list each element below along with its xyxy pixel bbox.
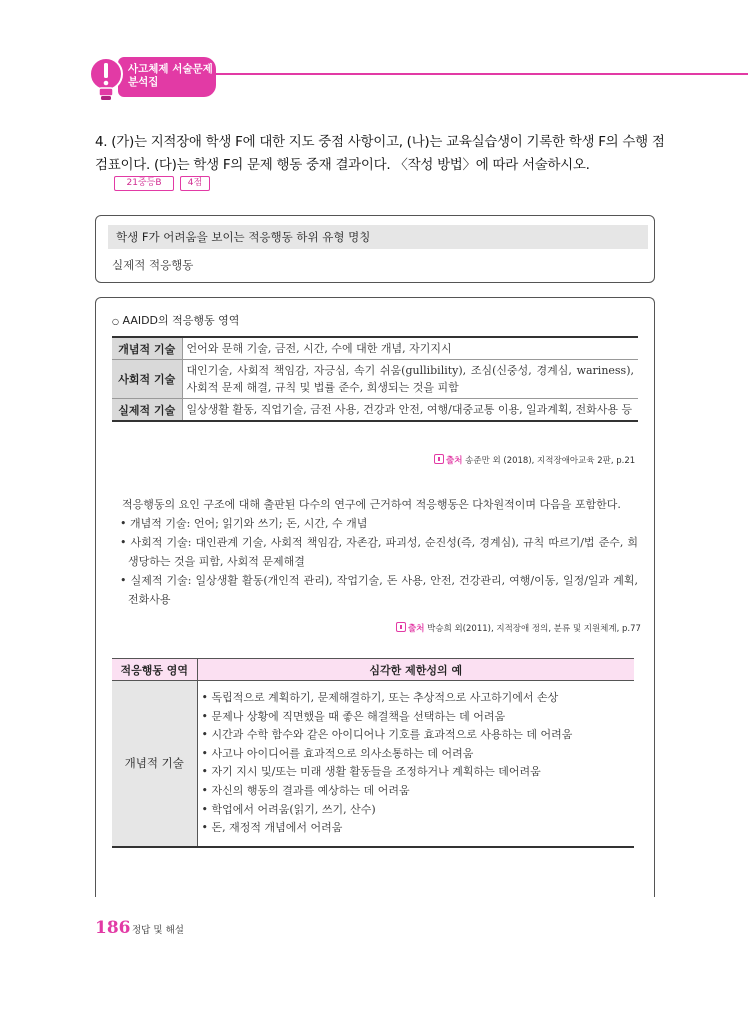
row-content: 대인기술, 사회적 책임감, 자긍심, 속기 쉬움(gullibility), 조심(신중성, 경계심, wariness), 사회적 문제 해결, 규칙 및 법률 준수, 희생되는 것을 피함 <box>182 360 638 399</box>
list-item: • 학업에서 어려움(읽기, 쓰기, 산수) <box>202 801 631 820</box>
badge-line-2: 분석집 <box>128 76 159 88</box>
limits-list-cell <box>197 681 634 847</box>
list-item: • 돈, 재정적 개념에서 어려움 <box>202 819 631 838</box>
question-text <box>95 131 665 177</box>
row-content: 일상생활 활동, 직업기술, 금전 사용, 건강과 안전, 여행/대중교통 이용, 일과계획, 전화사용 등 <box>182 399 638 422</box>
limits-list <box>202 689 631 838</box>
source-icon <box>434 454 444 464</box>
exam-year-tag: 21중등B <box>114 176 174 191</box>
list-item: • 개념적 기술: 언어; 읽기와 쓰기; 돈, 시간, 수 개념 <box>112 514 638 533</box>
row-label: 사회적 기술 <box>112 360 182 399</box>
explanation-paragraph <box>112 495 638 609</box>
list-item: • 시간과 수학 함수와 같은 아이디어나 기호를 효과적으로 사용하는 데 어려움 <box>202 726 631 745</box>
aaidd-heading-text: AAIDD의 적응행동 영역 <box>122 314 240 327</box>
question-number: 4. <box>95 134 108 150</box>
bullet-list <box>112 514 638 609</box>
table-header-row <box>112 659 634 681</box>
aaidd-heading <box>112 312 239 328</box>
list-item: • 독립적으로 계획하기, 문제해결하기, 또는 추상적으로 사고하기에서 손상 <box>202 689 631 708</box>
area-label: 개념적 기술 <box>112 681 197 847</box>
table-row <box>112 399 638 422</box>
table-row <box>112 337 638 360</box>
chapter-badge <box>118 57 216 97</box>
answer-box-title: 학생 F가 어려움을 보이는 적응행동 하위 유형 명칭 <box>108 225 648 249</box>
limits-table <box>112 658 634 848</box>
list-item: • 자기 지시 및/또는 미래 생활 활동들을 조정하거나 계획하는 데어려움 <box>202 763 631 782</box>
column-header: 심각한 제한성의 예 <box>197 659 634 681</box>
list-item: • 사고나 아이디어를 효과적으로 의사소통하는 데 어려움 <box>202 745 631 764</box>
row-content: 언어와 문해 기술, 금전, 시간, 수에 대한 개념, 자기지시 <box>182 337 638 360</box>
list-item: • 문제나 상황에 직면했을 때 좋은 해결책을 선택하는 데 어려움 <box>202 708 631 727</box>
source-citation <box>434 454 635 466</box>
source-text: 송준만 외 (2018), 지적장애아교육 2판, p.21 <box>465 456 636 466</box>
source-icon <box>396 622 406 632</box>
page-number: 186 <box>95 918 131 938</box>
answer-text: 실제적 적응행동 <box>112 258 194 272</box>
list-item: • 자신의 행동의 결과를 예상하는 데 어려움 <box>202 782 631 801</box>
lightbulb-icon <box>86 56 126 102</box>
score-tag: 4점 <box>180 176 210 191</box>
badge-line-1: 사고체제 서술문제 <box>128 63 213 75</box>
source-label: 출처 <box>446 456 463 466</box>
footer-label: 정답 및 해설 <box>132 925 184 936</box>
question-body: (가)는 지적장애 학생 F에 대한 지도 중점 사항이고, (나)는 교육실습생이 기록한 학생 F의 수행 점검표이다. (다)는 학생 F의 문제 행동 중재 결과이다. 〈작성 방법〉에 따라 서술하시오. <box>95 134 665 173</box>
row-label: 실제적 기술 <box>112 399 182 422</box>
list-item: • 사회적 기술: 대인관계 기술, 사회적 책임감, 자존감, 파괴성, 순진성(즉, 경계심), 규칙 따르기/법 준수, 희생당하는 것을 피함, 사회적 문제해결 <box>112 533 638 571</box>
source-text: 박승희 외(2011), 지적장애 정의, 분류 및 지원체계, p.77 <box>427 624 641 634</box>
source-citation <box>396 622 641 634</box>
header-rule <box>200 73 748 75</box>
paragraph-intro: 적응행동의 요인 구조에 대해 출판된 다수의 연구에 근거하여 적응행동은 다차원적이며 다음을 포함한다. <box>122 498 621 511</box>
source-label: 출처 <box>408 624 425 634</box>
table-row <box>112 681 634 847</box>
row-label: 개념적 기술 <box>112 337 182 360</box>
list-item: • 실제적 기술: 일상생활 활동(개인적 관리), 작업기술, 돈 사용, 안전, 건강관리, 여행/이동, 일정/일과 계획, 전화사용 <box>112 571 638 609</box>
aaidd-table <box>112 336 638 422</box>
column-header: 적응행동 영역 <box>112 659 197 681</box>
table-row <box>112 360 638 399</box>
heading-marker: ○ <box>112 317 119 326</box>
